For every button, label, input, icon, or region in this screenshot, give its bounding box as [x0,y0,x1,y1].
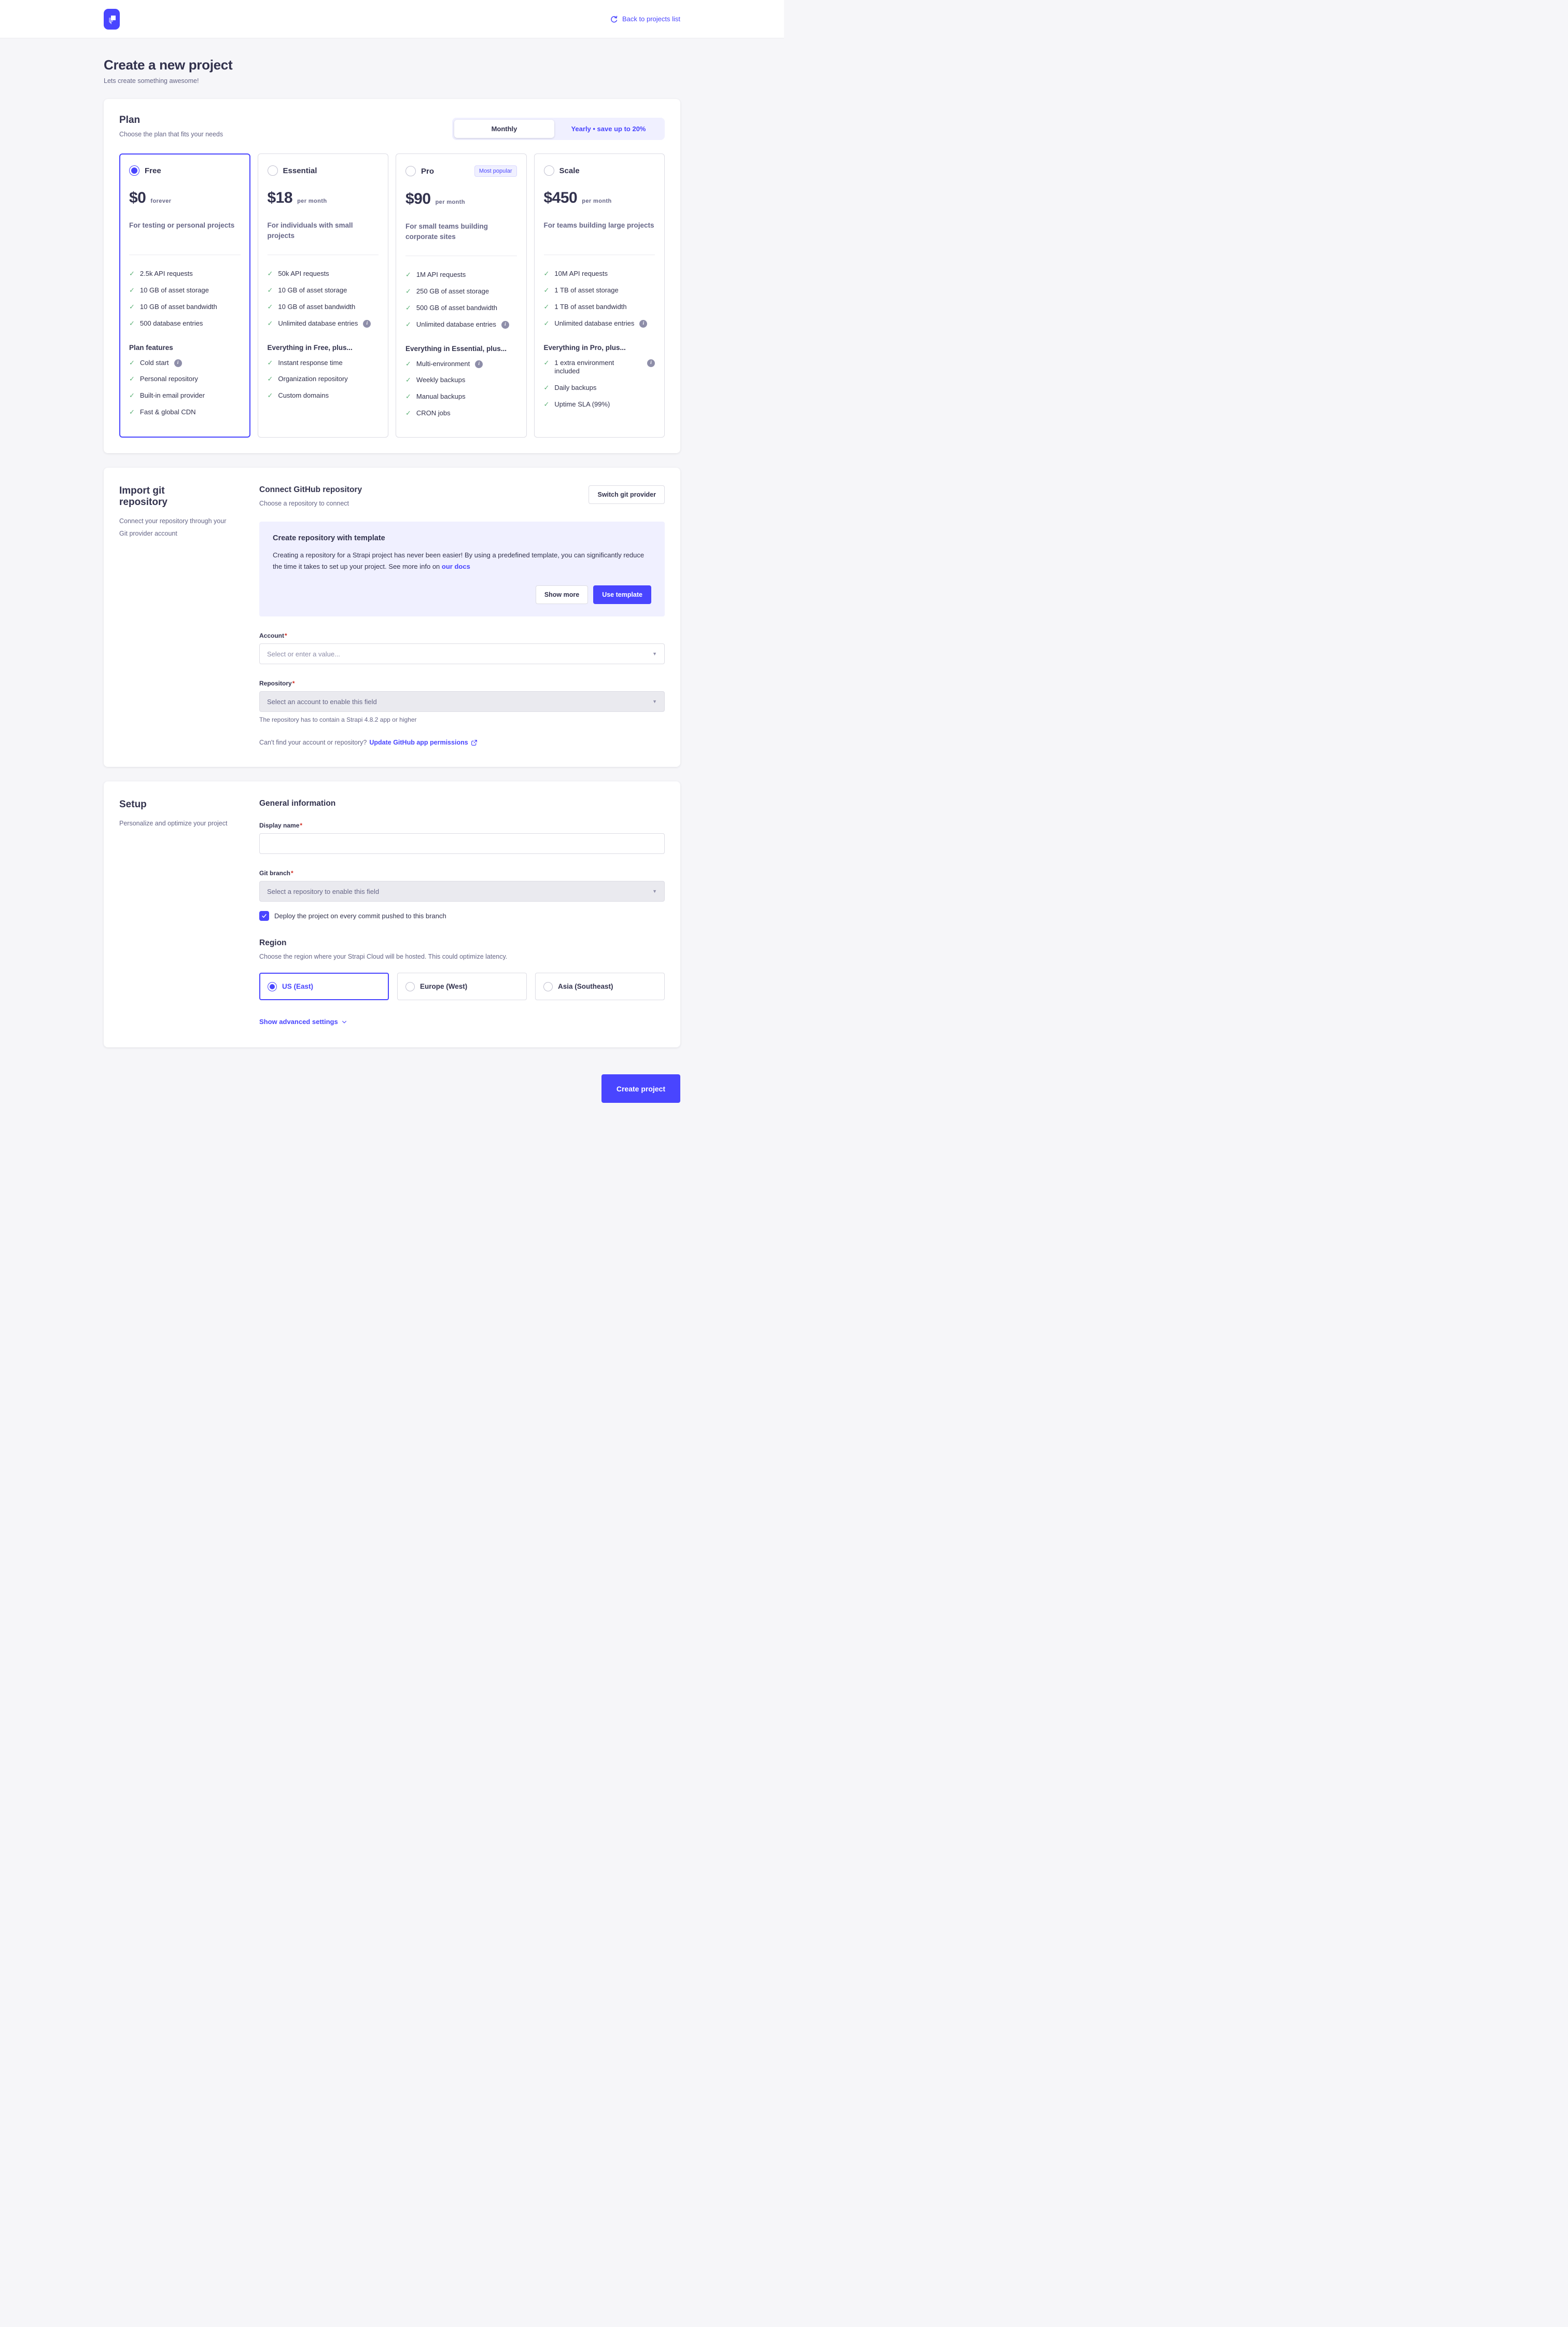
feature-item: ✓ Instant response time [267,358,343,367]
feature-item: ✓ Daily backups [543,384,597,392]
chevron-down-icon: ▼ [652,699,657,704]
account-select-placeholder: Select or enter a value... [267,650,340,658]
feature-item: ✓ 500 database entries [129,319,203,327]
plan-price: $450 [543,189,578,206]
check-icon: ✓ [267,270,273,277]
plan-description: For testing or personal projects [129,221,235,229]
plan-radio-pro[interactable] [405,166,416,176]
feature-item: ✓ 50k API requests [267,270,329,277]
back-arrow-icon [610,15,618,23]
use-template-button[interactable]: Use template [593,585,651,604]
check-icon: ✓ [267,302,273,311]
check-icon: ✓ [267,319,273,327]
check-icon: ✓ [129,319,135,327]
plan-card-free[interactable] [119,153,250,438]
feature-item: ✓ 1M API requests [405,271,466,278]
show-advanced-settings-link[interactable]: Show advanced settings [259,1018,347,1026]
github-connect-subtitle: Choose a repository to connect [259,500,349,508]
deploy-on-commit-row[interactable] [259,911,665,921]
plan-period: forever [150,198,172,204]
repository-select-placeholder: Select an account to enable this field [267,697,377,706]
plan-name: Pro [421,166,435,176]
plan-name: Free [145,166,161,175]
feature-item: ✓ 1 TB of asset storage [543,286,619,294]
check-icon: ✓ [129,286,135,294]
check-icon: ✓ [405,287,411,295]
plan-extra-feature-list [268,359,379,401]
required-asterisk: * [300,822,303,829]
region-radio-europe-west[interactable] [405,982,415,991]
template-panel-title: Create repository with template [273,534,385,543]
plan-feature-list [129,270,241,328]
feature-item: ✓ 10 GB of asset storage [267,286,347,294]
update-github-permissions-link[interactable]: Update GitHub app permissions [369,739,468,746]
check-icon: ✓ [543,384,550,392]
region-radio-us-east[interactable] [268,982,277,991]
region-option-asia-southeast[interactable]: Asia (Southeast) [535,973,665,1000]
general-information-title: General information [259,799,336,808]
plan-period: per month [435,199,465,205]
billing-period-toggle [452,118,665,140]
check-icon: ✓ [267,375,273,383]
plan-period: per month [297,198,327,204]
feature-item: ✓ Organization repository [267,375,348,383]
create-project-page [0,38,784,1139]
region-option-europe-west[interactable]: Europe (West) [397,973,527,1000]
toggle-yearly-button[interactable]: Yearly • save up to 20% [554,120,663,138]
check-icon: ✓ [267,358,273,367]
region-option-us-east[interactable]: US (East) [259,973,389,1000]
plan-section-subtitle: Choose the plan that fits your needs [119,131,223,138]
check-icon: ✓ [543,286,550,294]
required-asterisk: * [285,632,287,639]
feature-item: ✓ Built-in email provider [129,391,205,400]
repository-helper-text: The repository has to contain a Strapi 4.8.2 app or higher [259,716,417,723]
import-section-subtitle: Connect your repository through your Git provider account [119,517,227,537]
plan-price: $0 [129,189,146,206]
check-icon: ✓ [129,391,135,400]
repository-field-label: Repository* [259,680,295,687]
chevron-down-icon: ▼ [652,651,657,656]
plan-period: per month [582,198,612,204]
plan-extra-title: Everything in Free, plus... [267,343,353,352]
feature-item: ✓ 10 GB of asset bandwidth [267,302,356,311]
page-title: Create a new project [104,57,233,73]
setup-section-title: Setup [119,799,147,810]
feature-item: ✓ Unlimited database entries i [405,320,517,329]
plan-radio-free[interactable] [129,165,139,176]
feature-item: ✓ 500 GB of asset bandwidth [405,303,498,312]
account-field-label: Account* [259,632,287,639]
plan-description: For teams building large projects [543,221,654,229]
strapi-logo-icon [104,9,120,30]
feature-item: ✓ 10 GB of asset bandwidth [129,302,217,311]
most-popular-badge: Most popular [474,165,517,177]
check-icon: ✓ [267,286,273,294]
plan-card-pro[interactable] [396,153,527,438]
git-branch-select[interactable] [259,881,665,902]
page-subtitle: Lets create something awesome! [104,77,199,85]
display-name-input[interactable] [259,833,665,854]
plans-grid [119,153,665,438]
feature-item: ✓ Custom domains [267,391,329,400]
plan-card-scale[interactable] [534,153,665,438]
switch-git-provider-button[interactable]: Switch git provider [589,485,665,504]
feature-item: ✓ Unlimited database entries i [544,319,655,328]
setup-section-card [104,781,680,1047]
feature-item: ✓ 250 GB of asset storage [405,287,489,295]
plan-price: $90 [405,190,431,207]
check-icon: ✓ [405,392,411,401]
back-link-label: Back to projects list [622,15,680,23]
check-icon: ✓ [543,319,550,327]
info-icon[interactable]: i [174,359,182,367]
permissions-row: Can't find your account or repository? Update GitHub app permissions [259,739,665,746]
plan-extra-feature-list [544,359,655,410]
plan-extra-title: Plan features [129,343,173,352]
region-title: Region [259,938,287,947]
deploy-checkbox-label: Deploy the project on every commit pushed to this branch [274,912,446,920]
info-icon[interactable]: i [501,321,509,329]
import-section-title: Import git repository [119,485,167,508]
feature-item: ✓ Cold start i [129,359,241,368]
region-subtitle: Choose the region where your Strapi Cloud will be hosted. This could optimize latency. [259,953,508,960]
feature-item: ✓ Unlimited database entries i [268,319,379,328]
feature-item: ✓ Personal repository [129,375,198,383]
plan-feature-list [268,270,379,328]
check-icon: ✓ [543,358,550,367]
git-branch-select-placeholder: Select a repository to enable this field [267,887,380,895]
check-icon: ✓ [543,270,550,277]
plan-name: Essential [283,166,317,175]
feature-item: ✓ 2.5k API requests [129,270,193,277]
feature-item: ✓ Uptime SLA (99%) [543,400,610,409]
feature-item: ✓ Multi-environment i [405,360,517,369]
check-icon: ✓ [129,302,135,311]
feature-item: ✓ Manual backups [405,392,466,401]
toggle-monthly-button[interactable]: Monthly [454,120,554,138]
plan-section-title: Plan [119,115,141,125]
check-icon: ✓ [543,400,550,409]
feature-item: ✓ 10 GB of asset storage [129,286,209,294]
check-icon: ✓ [405,271,411,278]
info-icon[interactable]: i [475,360,483,368]
feature-item: ✓ Fast & global CDN [129,408,196,416]
plan-extra-title: Everything in Pro, plus... [543,343,626,352]
plan-feature-list [544,270,655,328]
feature-item: ✓ Weekly backups [405,376,466,384]
plan-section-card [104,99,680,453]
check-icon: ✓ [405,376,411,384]
feature-item: ✓ 1 TB of asset bandwidth [543,302,627,311]
plan-price: $18 [267,189,293,206]
check-icon: ✓ [129,408,135,416]
our-docs-link[interactable]: our docs [441,562,470,570]
info-icon[interactable]: i [647,359,655,367]
feature-item: ✓ 10M API requests [543,270,608,277]
plan-card-essential[interactable] [258,153,389,438]
region-options [259,973,665,1000]
check-icon: ✓ [405,359,411,368]
check-icon: ✓ [129,270,135,277]
deploy-checkbox[interactable] [259,911,269,921]
check-icon: ✓ [267,391,273,400]
check-icon: ✓ [405,409,411,417]
info-icon[interactable]: i [363,320,371,328]
feature-item: ✓ CRON jobs [405,409,451,417]
show-more-button[interactable]: Show more [536,585,588,604]
plan-extra-title: Everything in Essential, plus... [405,344,507,353]
git-branch-label: Git branch* [259,870,293,877]
plan-extra-feature-list [405,360,517,418]
plan-radio-scale[interactable] [544,165,554,176]
plan-extra-feature-list [129,359,241,417]
required-asterisk: * [291,870,293,877]
plan-description: For small teams building corporate sites [405,222,488,241]
template-panel-body: Creating a repository for a Strapi project has never been easier! By using a predefined template, you can significantly reduce the time it takes to set up your project. See more info on our docs [273,551,645,570]
plan-radio-essential[interactable] [268,165,278,176]
create-project-button[interactable]: Create project [601,1074,680,1103]
check-icon: ✓ [405,320,411,328]
chevron-down-icon: ▼ [652,889,657,894]
region-radio-asia-southeast[interactable] [543,982,553,991]
plan-name: Scale [559,166,580,175]
back-to-projects-link[interactable] [610,15,680,23]
check-icon: ✓ [405,303,411,312]
check-icon: ✓ [543,302,550,311]
template-panel [259,522,665,616]
import-git-section-card [104,468,680,767]
github-connect-title: Connect GitHub repository [259,485,362,495]
info-icon[interactable]: i [639,320,647,328]
top-bar [0,0,784,38]
check-icon: ✓ [129,358,135,367]
account-select[interactable] [259,643,665,664]
feature-item: ✓ 1 extra environment included i [544,359,655,376]
external-link-icon [471,739,478,746]
chevron-down-icon [341,1019,347,1025]
repository-select[interactable] [259,691,665,712]
plan-feature-list [405,271,517,329]
display-name-label: Display name* [259,822,303,829]
setup-section-subtitle: Personalize and optimize your project [119,820,228,827]
plan-description: For individuals with small projects [267,221,353,240]
required-asterisk: * [292,680,295,687]
check-icon: ✓ [129,375,135,383]
